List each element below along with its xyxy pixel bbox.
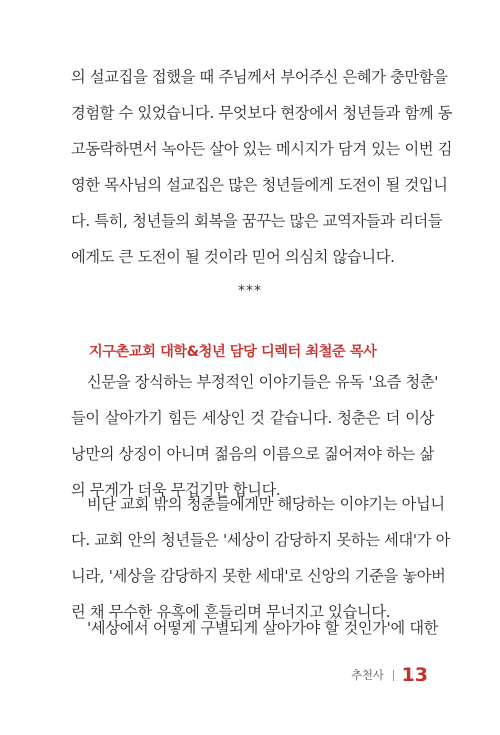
paragraph-recommendation-1 bbox=[71, 59, 453, 275]
text-line: 비단 교회 밖의 청춘들에게만 해당하는 이야기는 아닙니 bbox=[87, 495, 445, 513]
page-number: 13 bbox=[401, 664, 428, 686]
paragraph-recommendation-3 bbox=[71, 486, 451, 630]
text-line: 에게도 큰 도전이 될 것이라 믿어 의심치 않습니다. bbox=[71, 248, 395, 266]
author-heading: 지구촌교회 대학&청년 담당 디렉터 최철준 목사 bbox=[89, 344, 377, 360]
section-label: 추천사 bbox=[351, 668, 384, 682]
text-line: 린 채 무수한 유혹에 흔들리며 무너지고 있습니다. bbox=[71, 603, 391, 621]
page-footer bbox=[351, 664, 428, 686]
text-line: 의 무게가 더욱 무겁기만 합니다. bbox=[71, 481, 281, 499]
text-line: 영한 목사님의 설교집은 많은 청년들에게 도전이 될 것입니 bbox=[71, 176, 448, 194]
footer-divider bbox=[393, 670, 394, 681]
text-line: 경험할 수 있었습니다. 무엇보다 현장에서 청년들과 함께 동 bbox=[71, 104, 453, 122]
text-line: 다. 교회 안의 청년들은 '세상이 감당하지 못하는 세대'가 아 bbox=[71, 531, 451, 549]
text-line: '세상에서 어떻게 구별되게 살아가야 할 것인가'에 대한 bbox=[87, 619, 439, 637]
text-line: 고동락하면서 녹아든 살아 있는 메시지가 담겨 있는 이번 김 bbox=[71, 140, 453, 158]
text-line: 신문을 장식하는 부정적인 이야기들은 유독 '요즘 청춘' bbox=[87, 373, 439, 391]
section-divider: *** bbox=[238, 283, 262, 299]
text-line: 들이 살아가기 힘든 세상인 것 같습니다. 청춘은 더 이상 bbox=[71, 409, 434, 427]
text-line: 다. 특히, 청년들의 회복을 꿈꾸는 많은 교역자들과 리더들 bbox=[71, 212, 443, 230]
text-line: 의 설교집을 접했을 때 주님께서 부어주신 은혜가 충만함을 bbox=[71, 68, 448, 86]
paragraph-recommendation-4 bbox=[71, 610, 439, 646]
text-line: 낭만의 상징이 아니며 젊음의 이름으로 짊어져야 하는 삶 bbox=[71, 445, 434, 463]
text-line: 니라, '세상을 감당하지 못한 세대'로 신앙의 기준을 놓아버 bbox=[71, 567, 446, 585]
